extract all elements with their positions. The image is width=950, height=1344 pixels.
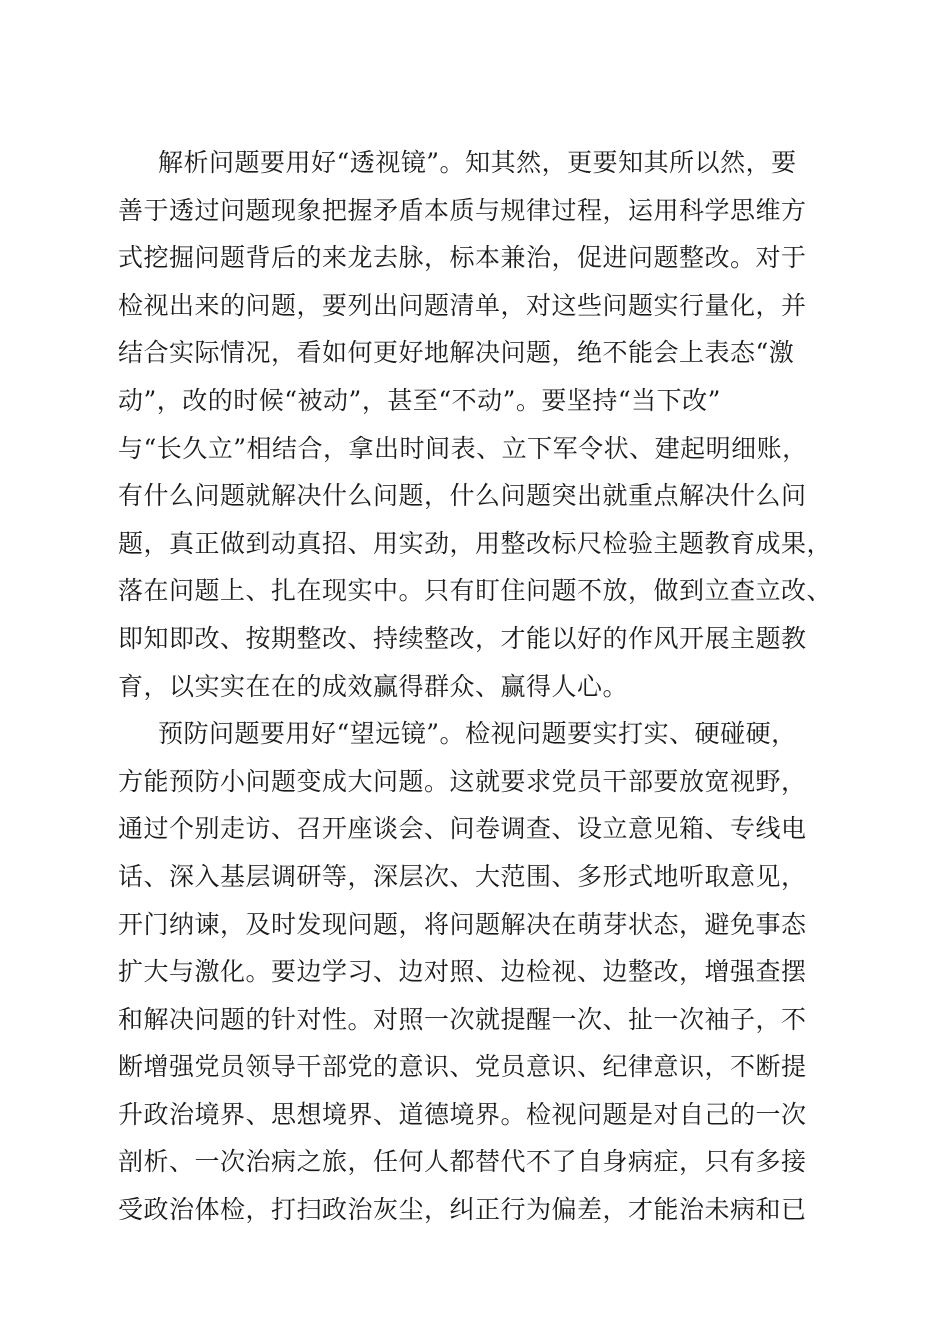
text-line: 即知即改、按期整改、持续整改，才能以好的作风开展主题教 — [118, 623, 807, 653]
text-line: 育，以实实在在的成效赢得群众、赢得人心。 — [118, 671, 629, 701]
text-line: 和解决问题的针对性。对照一次就提醒一次、扯一次袖子，不 — [118, 1004, 807, 1034]
text-line: 式挖掘问题背后的来龙去脉，标本兼治，促进问题整改。对于 — [118, 243, 807, 273]
text-line: 解析问题要用好“透视镜”。知其然，更要知其所以然，要 — [158, 148, 797, 177]
paragraph-prevent-problems — [118, 710, 838, 1234]
text-line: 题，真正做到动真招、用实劲，用整改标尺检验主题教育成果， — [118, 528, 833, 558]
text-line: 结合实际情况，看如何更好地解决问题，绝不能会上表态“激 — [118, 338, 795, 368]
text-line: 开门纳谏，及时发现问题，将问题解决在萌芽状态，避免事态 — [118, 909, 807, 939]
paragraph-analyze-problems — [118, 139, 838, 710]
text-line: 检视出来的问题，要列出问题清单，对这些问题实行量化，并 — [118, 290, 807, 320]
text-line: 剖析、一次治病之旅，任何人都替代不了自身病症，只有多接 — [118, 1147, 807, 1177]
document-body — [118, 139, 838, 1234]
text-line: 动”，改的时候“被动”，甚至“不动”。要坚持“当下改” — [118, 385, 721, 415]
text-line: 扩大与激化。要边学习、边对照、边检视、边整改，增强查摆 — [118, 957, 807, 987]
text-line: 有什么问题就解决什么问题，什么问题突出就重点解决什么问 — [118, 481, 807, 511]
text-line: 通过个别走访、召开座谈会、问卷调查、设立意见箱、专线电 — [118, 814, 807, 844]
text-line: 方能预防小问题变成大问题。这就要求党员干部要放宽视野， — [118, 766, 807, 796]
text-line: 升政治境界、思想境界、道德境界。检视问题是对自己的一次 — [118, 1099, 807, 1129]
text-line: 善于透过问题现象把握矛盾本质与规律过程，运用科学思维方 — [118, 195, 807, 225]
text-line: 落在问题上、扎在现实中。只有盯住问题不放，做到立查立改、 — [118, 576, 833, 606]
text-line: 断增强党员领导干部党的意识、党员意识、纪律意识，不断提 — [118, 1052, 807, 1082]
text-line: 受政治体检，打扫政治灰尘，纠正行为偏差，才能治未病和已 — [118, 1195, 807, 1225]
text-line: 话、深入基层调研等，深层次、大范围、多形式地听取意见， — [118, 861, 807, 891]
text-line: 预防问题要用好“望远镜”。检视问题要实打实、硬碰硬， — [158, 719, 797, 749]
text-line: 与“长久立”相结合，拿出时间表、立下军令状、建起明细账， — [118, 433, 808, 463]
